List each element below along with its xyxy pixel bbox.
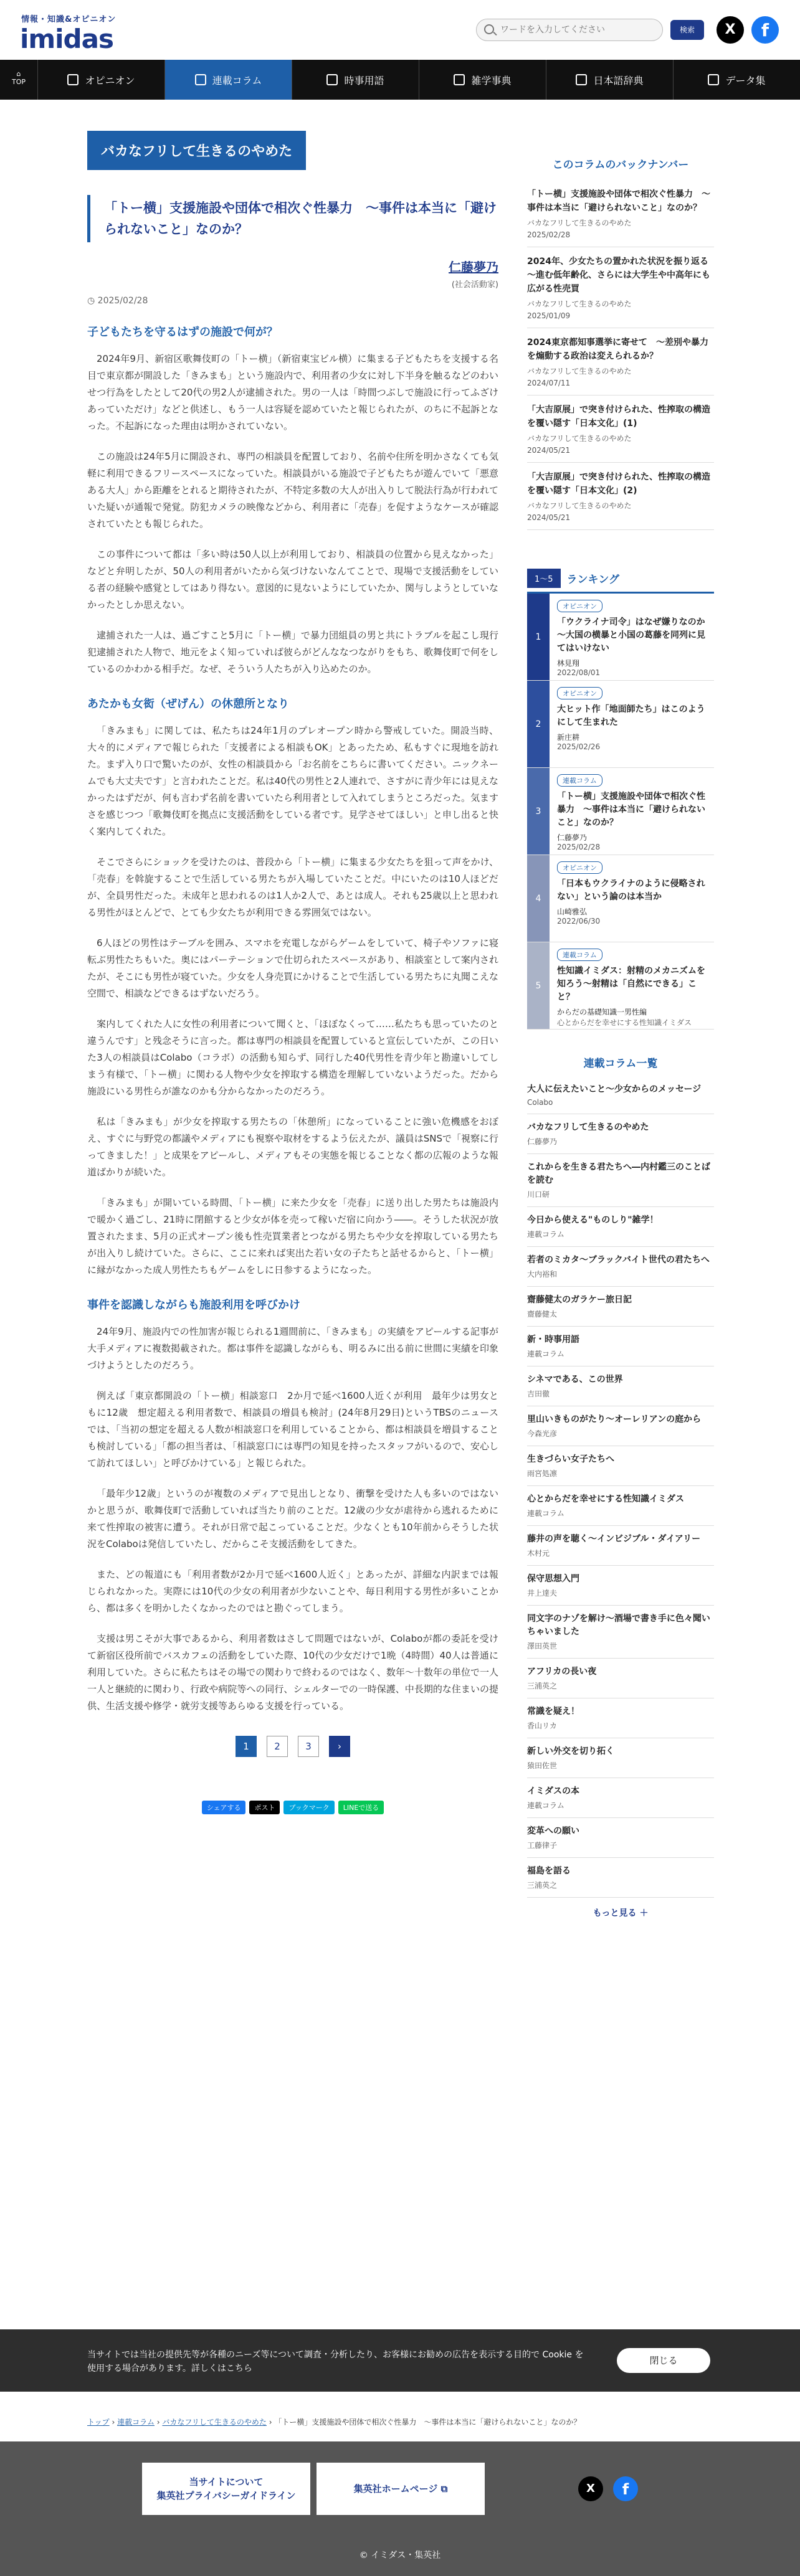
column-title-text: アフリカの長い夜	[527, 1667, 597, 1677]
nav-top[interactable]	[0, 60, 37, 100]
paragraph: 「きみまも」に関しては、私たちは24年1月のプレオープン時から警戒していた。開設当時、大々的にメディアで報じられた「支援者による相談もOK」とあったため、私もすぐに現地を訪れた。まず入り口で驚いたのが、女性の相談員から「お名前をこちらに書いてください。ニックネームでも大丈夫です」と言われたことだ。私は40代の男性と2人連れで、さすがに青少年には見えなかったはずだが、何も言わず名前を書いていたら利用者として入れてしまうところだった。気ますさを感じつつ「歌舞伎町を拠点に支援活動をしている者です。見学させてほしい」と申し出ると快く案内してくれた。	[87, 725, 499, 837]
column-author: 連載コラム	[527, 1350, 564, 1358]
backnumber-date: 2025/01/09	[527, 311, 571, 320]
column-title-text: シネマである、この世界	[527, 1375, 623, 1385]
nav-column-label: 連載コラム	[212, 74, 262, 87]
column-author: 澤田英世	[527, 1642, 558, 1650]
logo-tagline: 情報・知識&オピニオン	[21, 15, 117, 24]
nav-data[interactable]	[673, 60, 800, 100]
nav-opinion-label: オピニオン	[85, 74, 135, 87]
main-nav	[0, 60, 800, 100]
paragraph: 例えば「東京都開設の「トー横」相談窓口 2か月で延べ1600人近くが利用 最年少は男女ともに12歳 想定超える利用者数で、相談員の増員も検討」(24年8月29日)というTBSのニュースでは、「当初の想定を超える人数が相談窓口を利用していることから、都は相談員を増員することも検討している」「都の担当者は、「相談窓口には専門の知見を持ったスタッフがいるので、安心して訪れてほしい」と呼びかけている」と報じられた。	[87, 1390, 498, 1469]
ranking-title-text: 「トー横」支援施設や団体で相次ぐ性暴力 ～事件は本当に「避けられないこと」なのか？	[557, 792, 705, 828]
paragraph: そこでさらにショックを受けたのは、普段から「トー横」に集まる少女たちを狙って声をかけ、「売春」を斡旋することで生活している男たちが入場していたことだ。中にいたのは10人ほどだが、全員男性だった。未成年と思われるのは1人か2人で、あとは成人。それも25歳以上と思われる男性がほとんどで、とても少女たちが利用できる雰囲気ではない。	[87, 856, 498, 918]
ranking-number: 1	[527, 594, 550, 680]
dictionary-icon	[576, 74, 587, 85]
backnumber-title: このコラムのバックナンバー	[552, 159, 689, 171]
ranking-date: 2022/08/01	[557, 668, 601, 677]
column-title-text: 新・時事用語	[527, 1335, 579, 1345]
author-block	[87, 257, 498, 290]
paragraph: 私は「きみまも」が少女を搾取する男たちの「休憩所」になっていることに強い危機感をおぼえ、すぐに与野党の都議やメディアにも視察や取材をするよう伝えたが、議員はSNSで「視察に行ってきました！」と成果をアピールし、メディアもその実態を報じることなく都の広報のような報道ばかりが続いた。	[87, 1116, 498, 1178]
column-title-text: 保守思想入門	[527, 1574, 579, 1584]
backnumber-title-text: 「トー横」支援施設や団体で相次ぐ性暴力 ～事件は本当に「避けられないこと」なのか？	[527, 189, 710, 213]
site-logo[interactable]: imidas	[20, 24, 113, 54]
paragraph: 「最年少12歳」というのが複数のメディアで見出しとなり、衝撃を受けた人も多いのではないかと思うが、歌舞伎町で活動していれば当たり前のことだ。12歳の少女が虐待から逃れるために来て性搾取の被害に遭う。それが日常で起こっていることだ。少なくとも10年前からそうした状況をColaboは発信していたし、だからこそ支援活動をしてきた。	[87, 1488, 498, 1550]
column-item[interactable]	[527, 1858, 714, 1898]
backnumber-series: バカなフリして生きるのやめた	[527, 501, 632, 510]
pagination	[87, 1736, 498, 1757]
column-title-text: 心とからだを幸せにする性知識イミダス	[527, 1494, 684, 1504]
column-author: 木村元	[527, 1549, 550, 1558]
backnumber-date: 2025/02/28	[527, 230, 571, 239]
home-icon: ⌂	[16, 70, 21, 78]
backnumber-title-text: 2024東京都知事選挙に寄せて ～差別や暴力を煽動する政治は変えられるか？	[527, 338, 708, 361]
column-title-text: 若者のミカタ～ブラックバイト世代の君たちへ	[527, 1255, 710, 1265]
paragraph: この事件について都は「多い時は50人以上が利用しており、相談員の位置から見えなかった」などと弁明したが、50人の利用者がいたから気づけないなんてことで、現場で支援活動をしている者の経験や感覚としてはあり得ない。意図的に見ないようにしていたか、関与しようとしていなかったとしか思えない。	[87, 549, 499, 610]
column-author: 香山リカ	[527, 1721, 557, 1730]
share-x-button[interactable]: ポスト	[249, 1801, 280, 1814]
column-author: 川口研	[527, 1190, 550, 1199]
column-item[interactable]	[527, 1659, 714, 1698]
column-author: 連載コラム	[527, 1509, 564, 1518]
backnumber-date: 2024/05/21	[527, 513, 571, 522]
external-link-icon: ⧉	[440, 2483, 448, 2494]
ranking-date: 2022/06/30	[557, 917, 601, 926]
privacy-guideline-label: 当サイトについて 集英社プライバシーガイドライン	[156, 2476, 296, 2501]
column-item[interactable]	[527, 1154, 714, 1207]
nav-terms-label: 時事用語	[344, 74, 384, 87]
column-item[interactable]	[527, 1247, 714, 1287]
backnumber-title-text: 2024年、少女たちの置かれた状況を振り返る ～進む低年齢化、さらには大学生や中高年にも広がる性売買	[527, 257, 717, 294]
column-item[interactable]	[527, 1406, 714, 1446]
backnumber-title-text: 「大吉原展」で突き付けられた、性搾取の構造を覆い隠す「日本文化」(2)	[527, 472, 710, 496]
ranking-body	[550, 942, 714, 1029]
column-item[interactable]	[527, 1778, 714, 1818]
column-category-banner[interactable]: バカなフリして生きるのやめた	[87, 131, 306, 170]
column-icon	[195, 74, 206, 85]
more-link[interactable]	[527, 1906, 714, 1919]
nav-column[interactable]	[164, 60, 292, 100]
nav-dictionary-label: 日本語辞典	[593, 74, 644, 87]
ranking-tag: 連載コラム	[557, 949, 602, 961]
breadcrumb: トップ › 連載コラム › バカなフリして生きるのやめた › 「トー横」支援施設や団体で相次ぐ性暴力 ～事件は本当に「避けられないこと」なのか？	[87, 2418, 581, 2427]
opinion-icon	[67, 74, 79, 85]
next-page-button[interactable]: ›	[329, 1736, 350, 1757]
column-title-text: 大人に伝えたいこと～少女からのメッセージ	[527, 1084, 702, 1094]
backnumber-item[interactable]	[527, 247, 717, 328]
column-title-text: 常識を疑え！	[527, 1707, 579, 1717]
column-author: 工藤律子	[527, 1841, 558, 1850]
ranking-item[interactable]	[527, 942, 714, 1030]
copyright: © イミダス・集英社	[359, 2550, 441, 2560]
cookie-text: 当サイトでは当社の提供先等が各種のニーズ等について調査・分析したり、お客様にお勧めの広告を表示する目的で Cookie を使用する場合があります。詳しくはこちら	[87, 2350, 584, 2374]
ranking-date: 心とからだを幸せにする性知識イミダス	[557, 1018, 692, 1027]
column-author: 雨宮処凛	[527, 1469, 558, 1478]
page-3[interactable]: 3	[298, 1736, 319, 1757]
backnumber-item[interactable]	[527, 463, 714, 530]
paragraph: 2024年9月、新宿区歌舞伎町の「トー横」（新宿東宝ビル横）に集まる子どもたちを支援する名目で東京都が開設した「きみまも」という施設内で、利用者の少女に対し下半身を触るなどのわいせつ行為をしたとして20代の男2人が逮捕された。男の一人は「時間つぶしで施設に行ってふざけあっていただけ」などと供述し、もう一人は容疑を認めていたと報じられたが、のちに不起訴となった。不起訴になった理由は明かされていない。	[87, 353, 498, 432]
backnumber-series: バカなフリして生きるのやめた	[527, 219, 632, 227]
trivia-icon	[454, 74, 465, 85]
page-2[interactable]: 2	[267, 1736, 288, 1757]
breadcrumb-top[interactable]: トップ	[87, 2418, 110, 2427]
footer-facebook-icon[interactable]: f	[613, 2476, 638, 2501]
column-author: 今森光彦	[527, 1429, 558, 1438]
search-box	[476, 19, 663, 41]
columns-title: 連載コラム一覧	[583, 1058, 658, 1070]
nav-trivia[interactable]	[419, 60, 546, 100]
column-item[interactable]	[527, 1486, 714, 1526]
article	[87, 131, 498, 1814]
column-title-text: イミダスの本	[527, 1786, 579, 1796]
column-title-text: 齋藤健太のガラケー旅日記	[527, 1295, 632, 1305]
column-item[interactable]	[527, 1526, 714, 1566]
search-icon	[484, 24, 494, 34]
backnumber-title-text: 「大吉原展」で突き付けられた、性搾取の構造を覆い隠す「日本文化」(1)	[527, 405, 710, 429]
column-author: 猿田佐世	[527, 1761, 558, 1770]
column-title-text: 福島を語る	[527, 1866, 571, 1876]
column-item[interactable]	[527, 1366, 714, 1406]
ranking-author: 新庄耕	[557, 733, 580, 742]
column-author: Colabo	[527, 1098, 553, 1107]
column-item[interactable]	[527, 1327, 714, 1366]
shueisha-homepage-button[interactable]	[317, 2463, 485, 2515]
nav-data-label: データ集	[725, 74, 766, 87]
paragraph: この施設は24年5月に開設され、専門の相談員を配置しており、名前や住所を明かさなくても気軽に利用できるフリースペースになっていた。相談員がいる施設で子どもたちが遊んでいて「悪意ある大人」から距離をとれると期待されたが、不特定多数の大人が出入りして脱法行為が行われていた疑いが通報で発覚。防犯カメラの映像などから、利用者に「売春」を促すようなケースが確認されていたとも報じられた。	[87, 451, 499, 529]
ranking-header	[527, 569, 714, 594]
ranking-tag: オピニオン	[557, 687, 602, 699]
share-line-button[interactable]: LINEで送る	[338, 1801, 384, 1814]
column-title-text: 変革への願い	[527, 1826, 579, 1836]
column-item[interactable]	[527, 1738, 714, 1778]
ranking-title-text: 「日本もウクライナのように侵略されない」という論のは本当か	[557, 879, 705, 902]
ranking-body	[550, 594, 714, 680]
nav-trivia-label: 雑学事典	[471, 74, 512, 87]
nav-terms[interactable]	[292, 60, 419, 100]
backnumber-date: 2024/05/21	[527, 446, 571, 455]
backnumber-item[interactable]	[527, 328, 714, 395]
ranking-list	[527, 594, 714, 1030]
author-role: (社会活動家)	[451, 280, 498, 290]
backnumber-item[interactable]	[527, 395, 714, 463]
share-hatena-button[interactable]: ブックマーク	[283, 1801, 334, 1814]
column-title-text: 今日から使える"ものしり"雑学！	[527, 1215, 659, 1225]
paragraph: 6人ほどの男性はテーブルを囲み、スマホを充電しながらゲームをしていて、椅子やソファに寝転ぶ男性たちもいた。奥にはパーテーションで仕切られたスペースがあり、相談室として案内されたが、そこにも男性が寝ていた。少女を人身売買にかけることで生活している男たちに丸聞こえな空間で、相談などできるはずないだろう。	[87, 937, 499, 999]
search-button[interactable]: 検索	[670, 20, 704, 40]
shueisha-homepage-label: 集英社ホームページ	[353, 2483, 438, 2494]
column-item[interactable]	[527, 1287, 714, 1327]
column-author: 大内裕和	[527, 1270, 558, 1279]
facebook-icon[interactable]: f	[751, 16, 779, 44]
ranking-date: 2025/02/28	[557, 843, 601, 851]
paragraph: 案内してくれた人に女性の利用者について聞くと、「ほぼなくって……私たちも思っていたのと違うんです」と残念そうに言った。都は専門の相談員を配置していると宣伝していたが、この日いた3人の相談員はColabo（コラボ）の活動も知らず、同行した40代男性を青少年と勘違いしてしまう有様で、「トー横」に関わる人物や少女を搾取する構造を理解していないようだった。だから施設にいる男性らが誰なのかも分からなかったのだろう。	[87, 1018, 499, 1097]
column-author: 齋藤健太	[527, 1310, 558, 1319]
column-author: 三浦英之	[527, 1682, 558, 1690]
nav-opinion[interactable]	[37, 60, 164, 100]
column-author: 仁藤夢乃	[527, 1137, 558, 1146]
column-item[interactable]	[527, 1818, 714, 1858]
search-input[interactable]	[500, 23, 656, 37]
column-author: 連載コラム	[527, 1230, 564, 1239]
backnumber-list	[527, 180, 717, 530]
breadcrumb-current: 「トー横」支援施設や団体で相次ぐ性暴力 ～事件は本当に「避けられないこと」なのか？	[274, 2418, 581, 2427]
ranking-tag: オピニオン	[557, 861, 602, 874]
author-name[interactable]: 仁藤夢乃	[449, 260, 498, 275]
ranking-date: 2025/02/26	[557, 742, 601, 751]
sidebar	[527, 156, 717, 1919]
column-title-text: 同文字のナゾを解け～酒場で書き手に色々聞いちゃいました	[527, 1614, 710, 1637]
ranking-item[interactable]	[527, 681, 714, 768]
paragraph: また、どの報道にも「利用者数が2か月で延べ1600人近く」とあったが、詳細な内訳までは報じられなかった。実際には10代の少女の利用者が少ないことや、毎日利用する男性が多いことから、都は多くを明かしたくなかったのではと勘ぐってしまう。	[87, 1569, 498, 1614]
breadcrumb-column[interactable]: 連載コラム	[117, 2418, 155, 2427]
terms-icon	[326, 74, 338, 85]
share-facebook-button[interactable]: シェアする	[202, 1801, 246, 1814]
ranking-title-text: 「ウクライナ司令」はなぜ嫌りなのか～大国の横暴と小国の葛藤を同列に見てはいけない	[557, 617, 705, 653]
ranking-number: 3	[527, 768, 550, 855]
column-item[interactable]	[527, 1566, 714, 1606]
cookie-banner	[0, 2329, 800, 2392]
ranking-author: 仁藤夢乃	[557, 833, 588, 842]
column-title-text: これからを生きる君たちへ―内村鑑三のことばを読む	[527, 1162, 710, 1185]
column-author: 井上達夫	[527, 1589, 558, 1598]
column-title-text: 藤井の声を聴く～インビジブル・ダイアリー	[527, 1534, 701, 1544]
share-buttons	[87, 1801, 498, 1814]
article-title-box	[87, 195, 498, 242]
nav-top-label: TOP	[11, 78, 26, 86]
plus-icon: ＋	[639, 1908, 649, 1918]
section-heading: あたかも女衒（ぜげん）の休憩所となり	[87, 698, 289, 711]
cookie-close-button[interactable]: 閉じる	[617, 2348, 710, 2373]
paragraph: 逮捕された一人は、過ごすこと5月に「トー横」で暴力団組員の男と共にトラブルを起こし現行犯逮捕された人物で、地元をよく知っていれば彼らがどんななつながりをもち、歌舞伎町で何をしているのかわかる相手だ。なぜ、そういう人たちが入り込めたのか。	[87, 630, 498, 675]
ranking-body	[550, 855, 714, 942]
column-author: 三浦英之	[527, 1881, 558, 1890]
column-author: 吉田徹	[527, 1390, 550, 1398]
publish-date: ◷ 2025/02/28	[87, 296, 498, 306]
ranking-item[interactable]	[527, 768, 714, 855]
paragraph: 「きみまも」が開いている時間、「トー横」に来た少女を「売春」に送り出した男たちは施設内で暖かく過ごし、21時に閉館すると少女が体を売って稼いだ宿に向かう――。そうした状況が放置されたまま、5月の正式オープン後も性売買業者とつながる男たちや少女を搾取している男たちが出入りし続けていた。さらに、ここに来れば実出た若い女の子たちと話せるからと、「トー横」に縁がなかった成人男性たちもゲームをしに日参するようになった。	[87, 1197, 498, 1276]
site-header	[0, 0, 800, 60]
section-heading: 事件を認識しながらも施設利用を呼びかけ	[87, 1299, 300, 1312]
data-icon	[708, 74, 719, 85]
column-item[interactable]	[527, 1446, 714, 1486]
ranking-author: からだの基礎知識一男性編	[557, 1008, 647, 1016]
column-title-text: 新しい外交を切り拓く	[527, 1746, 614, 1756]
ranking-number: 4	[527, 855, 550, 942]
column-item[interactable]	[527, 1076, 714, 1114]
backnumber-date: 2024/07/11	[527, 379, 571, 387]
ranking-body	[550, 681, 714, 767]
ranking-title-text: 大ヒット作「地面師たち」はこのようにして生まれた	[557, 704, 705, 727]
column-item[interactable]	[527, 1114, 714, 1154]
columns-list	[527, 1076, 714, 1898]
footer-x-icon[interactable]: X	[578, 2476, 603, 2501]
ranking-item[interactable]	[527, 855, 714, 942]
article-title: 「トー横」支援施設や団体で相次ぐ性暴力 ～事件は本当に「避けられないこと」なのか？	[104, 201, 497, 237]
backnumber-item[interactable]	[527, 180, 714, 247]
column-title-text: 生きづらい女子たちへ	[527, 1454, 614, 1464]
ranking-author: 林見翔	[557, 659, 580, 668]
ranking-tag: オピニオン	[557, 600, 602, 612]
paragraph: 支援は男こそが大事であるから、利用者数はさして問題ではないが、Colaboが都の委託を受けて新宿区役所前でバスカフェの活動をしていた際、10代の少女だけで1晩（4時間）40人は普通に利用していた。さらに私たちはその場での関わりで終わるのではなく、数年～十数年の単位で一人一人と継続的に関わり、行政や病院等への同行、シェルターでの一時保護、中長期的な住まいの提供、生活支援や修学・就労支援等あらゆる支援を行っている。	[87, 1633, 498, 1712]
ranking-range-badge[interactable]: 1〜5	[527, 569, 561, 588]
column-author: 連載コラム	[527, 1801, 564, 1810]
backnumber-series: バカなフリして生きるのやめた	[527, 367, 632, 376]
ranking-title-text: 性知識イミダス：射精のメカニズムを知ろう～射精は「自然にできる」こと？	[557, 966, 705, 1002]
ranking-item[interactable]	[527, 594, 714, 681]
ranking-tag: 連載コラム	[557, 774, 602, 787]
column-title-text: バカなフリして生きるのやめた	[527, 1122, 649, 1132]
breadcrumb-series[interactable]: バカなフリして生きるのやめた	[162, 2418, 267, 2427]
privacy-guideline-button[interactable]	[142, 2463, 310, 2515]
x-icon[interactable]: X	[717, 16, 744, 44]
section-heading: 子どもたちを守るはずの施設で何が？	[87, 326, 278, 339]
ranking-number: 5	[527, 942, 550, 1029]
backnumber-series: バカなフリして生きるのやめた	[527, 300, 632, 308]
ranking-author: 山崎雅弘	[557, 907, 588, 916]
paragraph: 24年9月、施設内での性加害が報じられる1週間前に、「きみまも」の実績をアピールする記事が大手メディアに複数掲載された。都は事件を認識しながらも、明るみに出る前に世間に実績を印象づけようとしたのだろう。	[87, 1326, 498, 1371]
nav-dictionary[interactable]	[546, 60, 673, 100]
more-link-label: もっと見る	[593, 1908, 637, 1918]
ranking-number: 2	[527, 681, 550, 767]
column-title-text: 里山いきものがたり～オーレリアンの庭から	[527, 1414, 702, 1424]
site-footer	[0, 2441, 800, 2576]
ranking-body	[550, 768, 714, 855]
page-1[interactable]: 1	[236, 1736, 257, 1757]
backnumber-series: バカなフリして生きるのやめた	[527, 434, 632, 443]
column-item[interactable]	[527, 1698, 714, 1738]
ranking-title: ランキング	[566, 574, 620, 586]
column-item[interactable]	[527, 1207, 714, 1247]
column-item[interactable]	[527, 1606, 714, 1659]
